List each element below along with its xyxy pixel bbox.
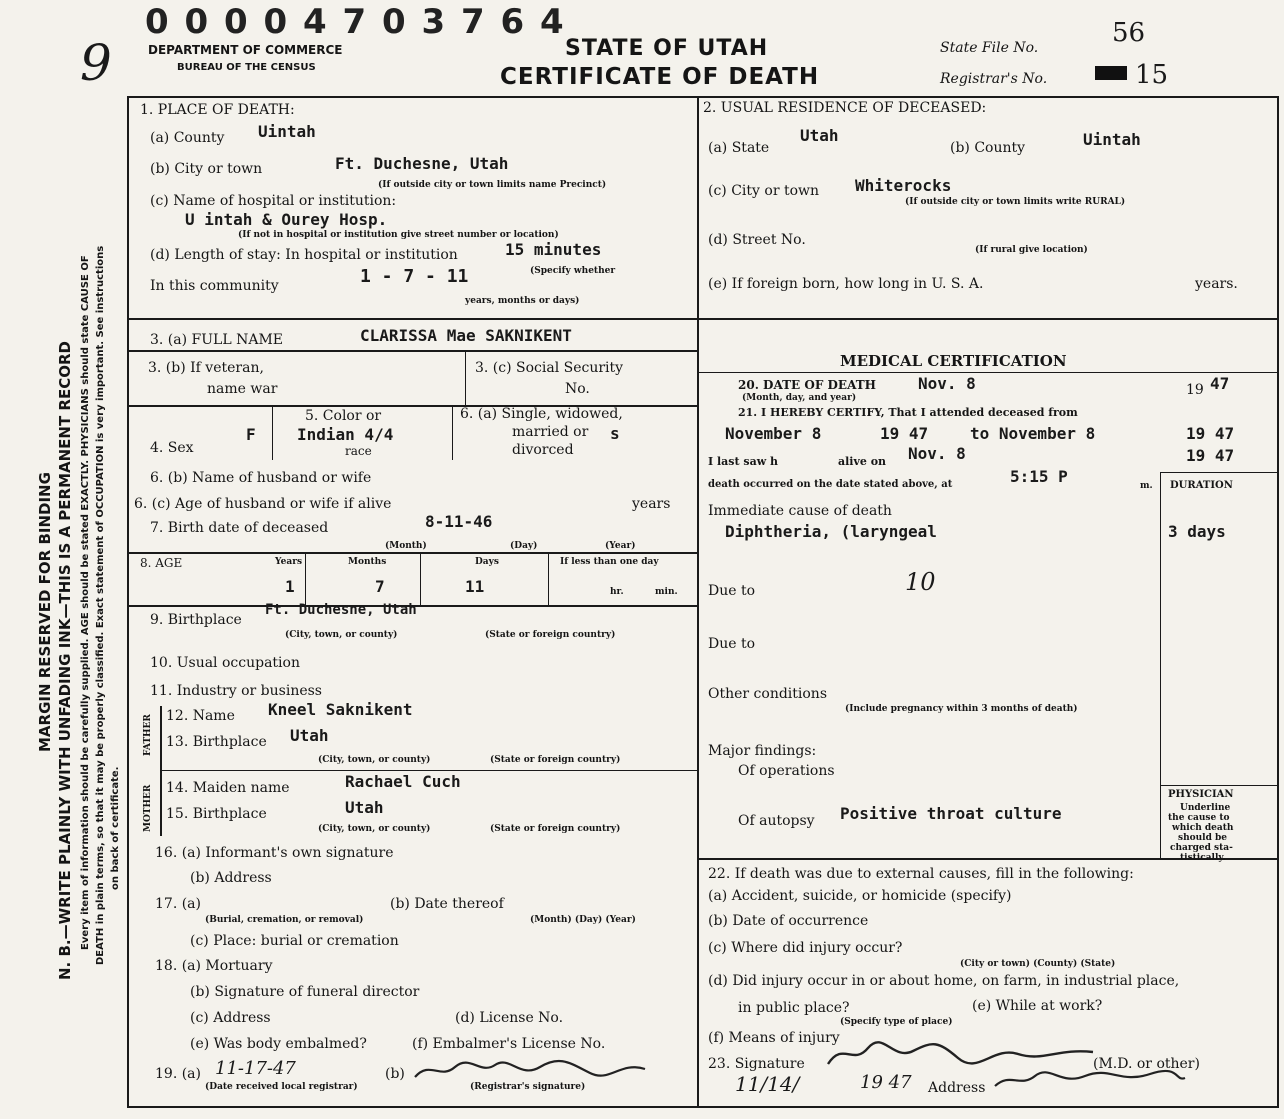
date-of-death-note: (Month, day, and year) [742,393,857,403]
margin-binding: MARGIN RESERVED FOR BINDING [36,472,54,752]
alive-on-label: alive on [838,455,887,468]
marital-label-3: divorced [512,442,574,458]
last-saw-value: Nov. 8 [908,444,966,463]
mortuary-label: 18. (a) Mortuary [155,958,273,974]
divider-physician [1160,785,1278,786]
registrar-sig-label: (b) [385,1066,405,1082]
where-note: (City or town) (County) (State) [960,959,1116,969]
divider-age-1 [305,553,306,605]
dod-year-prefix: 19 [1186,382,1204,398]
last-saw-year: 19 47 [1186,446,1235,465]
accident-label: (a) Accident, suicide, or homicide (specify) [708,888,1012,904]
divider-duration-h [1160,472,1278,473]
mortuary-address-label: (c) Address [190,1010,271,1026]
city-note: (If outside city or town limits name Precinct) [378,180,607,190]
physician-label: PHYSICIAN [1168,789,1234,800]
divider-sex [272,405,273,460]
sex-label: 4. Sex [150,440,194,456]
immediate-cause-value: Diphtheria, (laryngeal [725,522,937,541]
public-place-label: in public place? [738,1000,850,1016]
burial-place-label: (c) Place: burial or cremation [190,933,399,949]
mother-state-note: (State or foreign country) [490,824,621,834]
signature-label: 23. Signature [708,1056,805,1072]
attended-from-value: November 8 [725,424,822,443]
frame-top [127,96,1279,98]
other-conditions-label: Other conditions [708,686,828,702]
date-thereof-label: (b) Date thereof [390,896,504,912]
divider-sec3 [127,350,698,352]
hospital-label: (c) Name of hospital or institution: [150,193,397,209]
registrar-label: Registrar's No. [940,71,1048,87]
hospital-note: (If not in hospital or institution give street number or location) [238,230,559,240]
physician-note-3: which death [1172,823,1234,833]
duration-label: DURATION [1170,480,1233,491]
birth-year-note: (Year) [605,541,636,551]
dept-label: DEPARTMENT OF COMMERCE [148,43,343,57]
dod-year-value: 47 [1210,374,1230,393]
margin-notice: N. B.—WRITE PLAINLY WITH UNFADING INK—THIS IS A PERMANENT RECORD [56,341,74,980]
physician-note-4: should be [1178,833,1228,843]
mother-birthplace-label: 15. Birthplace [166,806,267,822]
cause-duration-value: 3 days [1168,522,1226,541]
age-years-label: Years [275,557,303,567]
full-name-label: 3. (a) FULL NAME [150,332,283,348]
county-label: (a) County [150,130,225,146]
divider-parent [160,706,162,836]
res-city-value: Whiterocks [855,176,952,195]
community-label: In this community [150,278,279,294]
father-name-value: Kneel Saknikent [268,700,413,719]
divider-age-3 [548,553,549,605]
divider-sec8 [127,552,698,554]
color-label: 5. Color or [305,408,382,424]
signature-date: 11/14/ [735,1072,800,1096]
maiden-name-value: Rachael Cuch [345,772,461,791]
corner-mark: 9 [80,34,112,92]
occurred-value: 5:15 P [1010,467,1068,486]
marital-label-2: married or [512,424,589,440]
farm-label: (d) Did injury occur in or about home, on farm, in industrial place, [708,973,1180,989]
res-street-label: (d) Street No. [708,232,806,248]
birthplace-city-note: (City, town, or county) [285,630,398,640]
where-label: (c) Where did injury occur? [708,940,903,956]
frame-right [1277,96,1279,1108]
maiden-name-label: 14. Maiden name [166,780,290,796]
age-less-label: If less than one day [560,557,659,567]
hospital-value: U intah & Ourey Hosp. [185,210,388,229]
received-label: 19. (a) [155,1066,201,1082]
res-state-value: Utah [800,126,839,145]
birth-month-note: (Month) [385,541,427,551]
divider-race [452,405,453,460]
margin-instructions-1: Every item of information should be carefully supplied. AGE should be stated EXACTLY. PHYSICIANS should state CAUSE OF [80,255,91,950]
min-label: min. [655,587,678,597]
occurrence-label: (b) Date of occurrence [708,913,869,929]
war-label: name war [207,381,278,397]
res-city-label: (c) City or town [708,183,820,199]
margin-instructions-2: DEATH in plain terms, so that it may be properly classified. Exact statement of OCCUPATION is very important. See instructions [95,245,106,965]
attended-to-value: to November 8 [970,424,1096,443]
physician-note-6: tistically. [1180,853,1226,863]
birth-day-note: (Day) [510,541,538,551]
occupation-label: 10. Usual occupation [150,655,300,671]
mdy-note: (Month) (Day) (Year) [530,915,636,925]
certify-label: 21. I HEREBY CERTIFY, That I attended deceased from [738,406,1078,419]
divider-medical [698,372,1278,373]
received-note: (Date received local registrar) [205,1082,358,1092]
means-label: (f) Means of injury [708,1030,840,1046]
age-years-value: 1 [285,577,295,596]
stay-value: 15 minutes [505,240,602,259]
physician-note-1: Underline [1180,803,1231,813]
ssn-no-label: No. [565,381,590,397]
birthdate-value: 8-11-46 [425,512,493,531]
divider-veteran [465,351,466,405]
sex-value: F [246,425,256,444]
physician-address-scrawl [990,1064,1190,1094]
father-side-label: FATHER [143,714,153,756]
husband-label: 6. (b) Name of husband or wife [150,470,372,486]
divider-duration [1160,472,1161,858]
county-value: Uintah [258,122,316,141]
city-label: (b) City or town [150,161,263,177]
last-saw-label: I last saw h [708,455,779,468]
license-label: (d) License No. [455,1010,564,1026]
industry-label: 11. Industry or business [150,683,322,699]
state-file-label: State File No. [940,40,1039,56]
specify-place-note: (Specify type of place) [840,1017,953,1027]
birthplace-value: Ft. Duchesne, Utah [265,602,417,618]
birthplace-label: 9. Birthplace [150,612,242,628]
age-months-label: Months [348,557,387,567]
divider-age-2 [420,553,421,605]
res-county-label: (b) County [950,140,1026,156]
md-label: (M.D. or other) [1093,1056,1200,1072]
external-causes-label: 22. If death was due to external causes, fill in the following: [708,866,1134,882]
occurred-m-label: m. [1140,481,1153,491]
veteran-label: 3. (b) If veteran, [148,360,264,376]
foreign-label: (e) If foreign born, how long in U. S. A. [708,276,984,292]
hr-label: hr. [610,587,624,597]
signature-year: 19 47 [860,1072,912,1093]
serial-number: 0 0 0 0 4 7 0 3 7 6 4 [145,2,566,42]
registrar-no: 15 [1135,60,1169,90]
race-value: Indian 4/4 [297,425,394,444]
certificate-title: CERTIFICATE OF DEATH [500,64,820,90]
due-to-1-label: Due to [708,583,756,599]
father-city-note: (City, town, or county) [318,755,431,765]
divider-parent-mid [160,770,698,771]
autopsy-label: Of autopsy [738,813,815,829]
full-name-value: CLARISSA Mae SAKNIKENT [360,326,572,345]
burial-note: (Burial, cremation, or removal) [205,915,364,925]
res-city-note: (If outside city or town limits write RURAL) [905,197,1126,207]
due-to-1-value: 10 [905,568,936,596]
autopsy-value: Positive throat culture [840,804,1062,823]
frame-left [127,96,129,1108]
embalmer-license-label: (f) Embalmer's License No. [412,1036,606,1052]
mother-city-note: (City, town, or county) [318,824,431,834]
age-months-value: 7 [375,577,385,596]
res-county-value: Uintah [1083,130,1141,149]
physician-note-2: the cause to [1168,813,1230,823]
burial-label: 17. (a) [155,896,201,912]
date-of-death-label: 20. DATE OF DEATH [738,378,876,392]
age-days-value: 11 [465,577,485,596]
frame-middle [697,96,699,1108]
attended-from-year: 19 47 [880,424,929,443]
medical-certification-title: MEDICAL CERTIFICATION [840,352,1067,370]
physician-address-label: Address [928,1080,986,1096]
frame-bottom [127,1106,1279,1108]
margin-instructions-3: on back of certificate. [110,766,121,890]
redaction-mark [1095,66,1127,80]
divider-sec1 [127,318,1279,320]
mother-side-label: MOTHER [143,784,153,832]
embalmed-label: (e) Was body embalmed? [190,1036,367,1052]
pregnancy-note: (Include pregnancy within 3 months of death) [845,704,1078,714]
specify-note: (Specify whether [530,266,616,276]
husband-years-label: years [632,496,671,512]
stay-label: (d) Length of stay: In hospital or institution [150,247,458,263]
race-label: race [345,444,372,458]
date-of-death-value: Nov. 8 [918,374,976,393]
foreign-years-label: years. [1195,276,1238,292]
funeral-director-label: (b) Signature of funeral director [190,984,420,1000]
father-birthplace-value: Utah [290,726,329,745]
husband-age-label: 6. (c) Age of husband or wife if alive [134,496,392,512]
mother-birthplace-value: Utah [345,798,384,817]
occurred-label: death occurred on the date stated above, at [708,479,953,490]
father-name-label: 12. Name [166,708,235,724]
ssn-label: 3. (c) Social Security [475,360,624,376]
operations-label: Of operations [738,763,835,779]
bureau-label: BUREAU OF THE CENSUS [177,62,316,73]
years-months-note: years, months or days) [465,296,580,306]
marital-value: s [610,424,620,443]
birthdate-label: 7. Birth date of deceased [150,520,329,536]
registrar-sig-note: (Registrar's signature) [470,1082,586,1092]
major-findings-label: Major findings: [708,743,817,759]
res-rural-note: (If rural give location) [975,245,1088,255]
age-label: 8. AGE [140,556,183,570]
father-birthplace-label: 13. Birthplace [166,734,267,750]
state-title: STATE OF UTAH [565,36,769,61]
father-state-note: (State or foreign country) [490,755,621,765]
city-value: Ft. Duchesne, Utah [335,154,509,173]
immediate-cause-label: Immediate cause of death [708,503,892,519]
birthplace-state-note: (State or foreign country) [485,630,616,640]
informant-address-label: (b) Address [190,870,272,886]
due-to-2-label: Due to [708,636,756,652]
place-of-death-label: 1. PLACE OF DEATH: [140,102,295,118]
at-work-label: (e) While at work? [972,998,1103,1014]
attended-to-year: 19 47 [1186,424,1235,443]
registrar-signature [410,1055,650,1083]
residence-label: 2. USUAL RESIDENCE OF DECEASED: [703,100,987,116]
res-state-label: (a) State [708,140,770,156]
community-value: 1 - 7 - 11 [360,266,469,287]
marital-label-1: 6. (a) Single, widowed, [460,406,623,422]
physician-note-5: charged sta- [1170,843,1233,853]
received-value: 11-17-47 [215,1058,296,1079]
age-days-label: Days [475,557,499,567]
informant-label: 16. (a) Informant's own signature [155,845,394,861]
state-file-no: 56 [1112,18,1146,48]
